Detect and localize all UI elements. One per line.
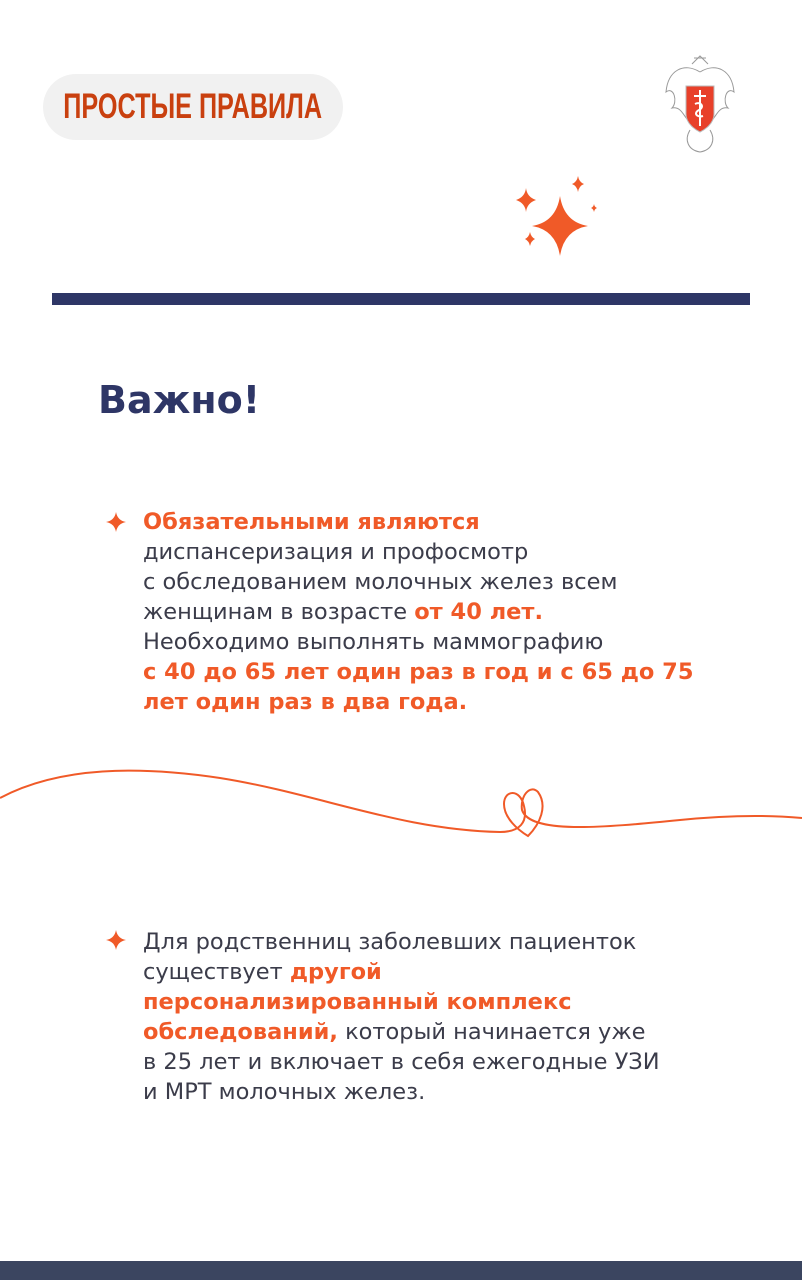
bullet-relatives-screening [143, 927, 660, 1107]
text: в 25 лет и включает в себя ежегодные УЗИ [143, 1049, 660, 1075]
text: существует [143, 959, 290, 985]
heart-wave-decoration [0, 760, 802, 850]
divider-bar [52, 293, 750, 305]
header-badge-label: ПРОСТЫЕ ПРАВИЛА [63, 87, 323, 126]
header-badge [43, 74, 343, 140]
footer-bar [0, 1261, 802, 1280]
text: который начинается уже [337, 1019, 646, 1045]
emphasis: обследований, [143, 1019, 338, 1045]
text: Для родственниц заболевших пациенток [143, 929, 637, 955]
text: диспансеризация и профосмотр [143, 539, 529, 565]
bullet-star-icon [106, 930, 126, 950]
emphasis: персонализированный комплекс [143, 989, 572, 1015]
emblem-icon [664, 52, 736, 156]
emphasis: с 40 до 65 лет один раз в год и с 65 до 75 [143, 659, 694, 685]
text: с обследованием молочных желез всем [143, 569, 618, 595]
bullet-mandatory-screening [143, 507, 693, 717]
text: Необходимо выполнять маммографию [143, 629, 604, 655]
emphasis: от 40 лет. [414, 599, 544, 625]
emphasis: другой [289, 959, 382, 985]
text: и МРТ молочных желез. [143, 1079, 426, 1105]
page-title: Важно! [98, 378, 261, 422]
text: женщинам в возрасте [143, 599, 415, 625]
emphasis: Обязательными являются [143, 509, 480, 535]
emphasis: лет один раз в два года. [143, 689, 468, 715]
sparkles-icon [510, 172, 600, 262]
bullet-star-icon [106, 512, 126, 532]
